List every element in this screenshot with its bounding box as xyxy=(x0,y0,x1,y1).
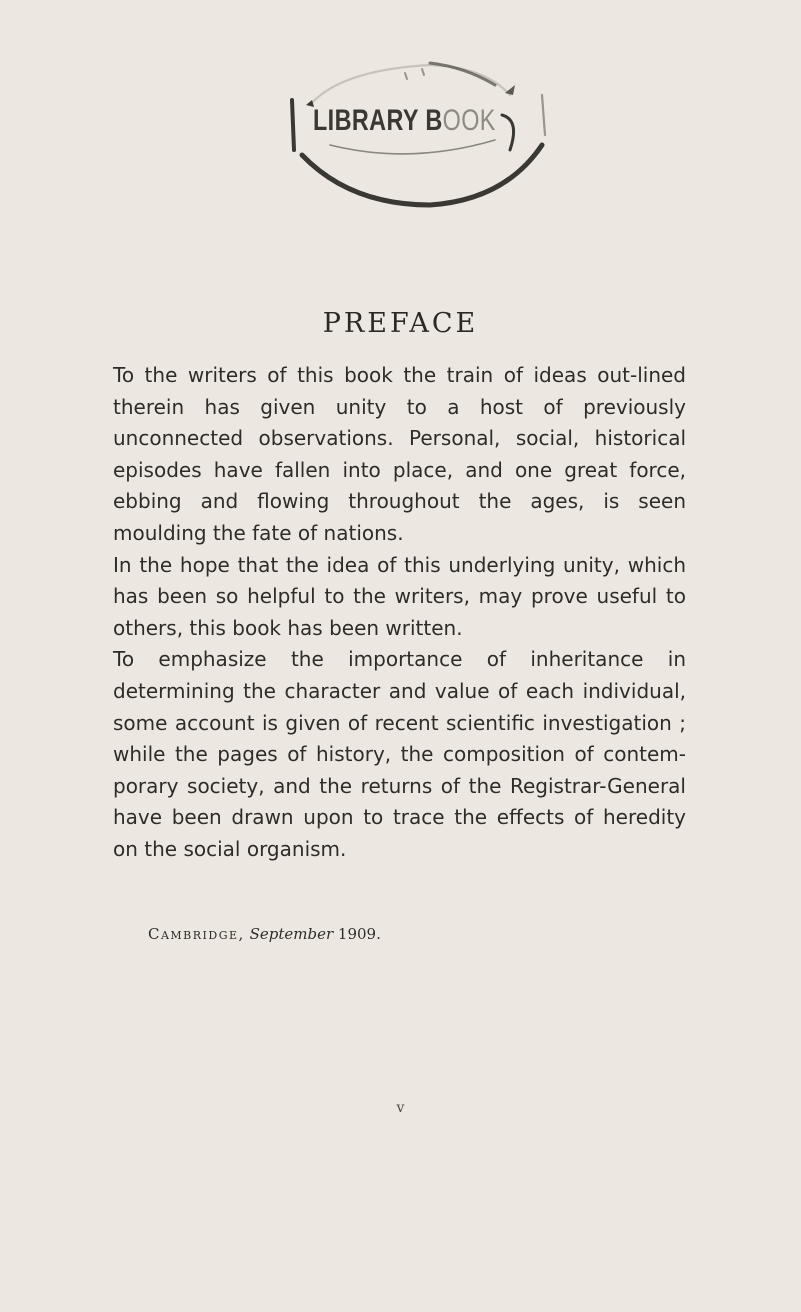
stamp-text-main: LIBRARY B xyxy=(313,104,443,137)
signoff-line xyxy=(148,925,381,943)
paragraph-3: To emphasize the importance of inheritance in determining the character and value of each individual, some account is given of recent scientific investigation ; while the pages of history, the composition of contem-porary society, and the returns of the Registrar-General have been drawn upon to trace the effects of heredity on the social organism. xyxy=(113,647,686,861)
page-number: v xyxy=(396,1100,405,1116)
signoff-year: 1909. xyxy=(337,925,381,943)
signoff-place: Cambridge, xyxy=(148,925,245,943)
stamp-text-faded: OOK xyxy=(442,104,496,137)
preface-body xyxy=(113,360,686,866)
paragraph-2: In the hope that the idea of this underlying unity, which has been so helpful to the writers, may prove useful to others, this book has been written. xyxy=(113,552,686,640)
stamp-lettering xyxy=(313,104,496,138)
signoff-month: September xyxy=(249,925,334,943)
paragraph-1: To the writers of this book the train of ideas out-lined therein has given unity to a host of previously unconnected observations. Personal, social, historical episodes have fallen into place, and one great force, ebbing and flowing throughout the ages, is seen moulding the fate of nations. xyxy=(113,363,686,545)
page-title: PREFACE xyxy=(322,308,479,339)
